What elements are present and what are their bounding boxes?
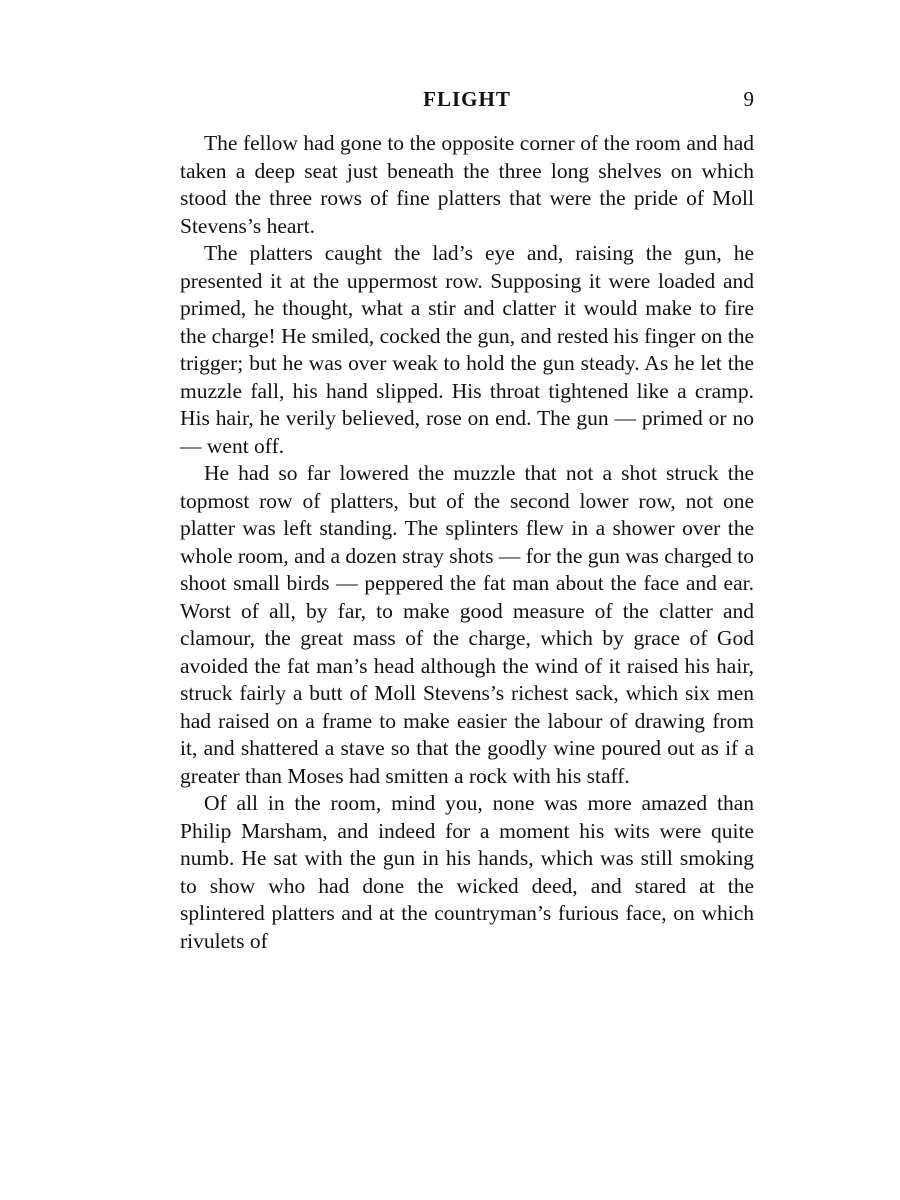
paragraph: The fellow had gone to the opposite corner of the room and had taken a deep seat just beneath the three long shelves on which stood the three rows of fine platters that were the pride of Moll Stevens’s heart. bbox=[180, 131, 754, 238]
running-head bbox=[180, 84, 754, 114]
body-text bbox=[180, 130, 754, 955]
page-number: 9 bbox=[743, 87, 754, 111]
paragraph: He had so far lowered the muzzle that not a shot struck the topmost row of platters, but of the second lower row, not one platter was left standing. The splinters flew in a shower over the whole room, and a dozen stray shots — for the gun was charged to shoot small birds — peppered the fat man about the face and ear. Worst of all, by far, to make good measure of the clatter and clamour, the great mass of the charge, which by grace of God avoided the fat man’s head although the wind of it raised his hair, struck fairly a butt of Moll Stevens’s richest sack, which six men had raised on a frame to make easier the labour of drawing from it, and shattered a stave so that the goodly wine poured out as if a greater than Moses had smitten a rock with his staff. bbox=[180, 461, 754, 788]
running-title: FLIGHT bbox=[423, 87, 511, 111]
paragraph: The platters caught the lad’s eye and, raising the gun, he presented it at the uppermost row. Supposing it were loaded and primed, he thought, what a stir and clatter it would make to fire the charge! He smiled, cocked the gun, and rested his finger on the trigger; but he was over weak to hold the gun steady. As he let the muzzle fall, his hand slipped. His throat tightened like a cramp. His hair, he verily believed, rose on end. The gun — primed or no — went off. bbox=[180, 241, 754, 458]
paragraph: Of all in the room, mind you, none was more amazed than Philip Marsham, and indeed for a moment his wits were quite numb. He sat with the gun in his hands, which was still smoking to show who had done the wicked deed, and stared at the splintered platters and at the countryman’s furious face, on which rivulets of bbox=[180, 791, 754, 953]
